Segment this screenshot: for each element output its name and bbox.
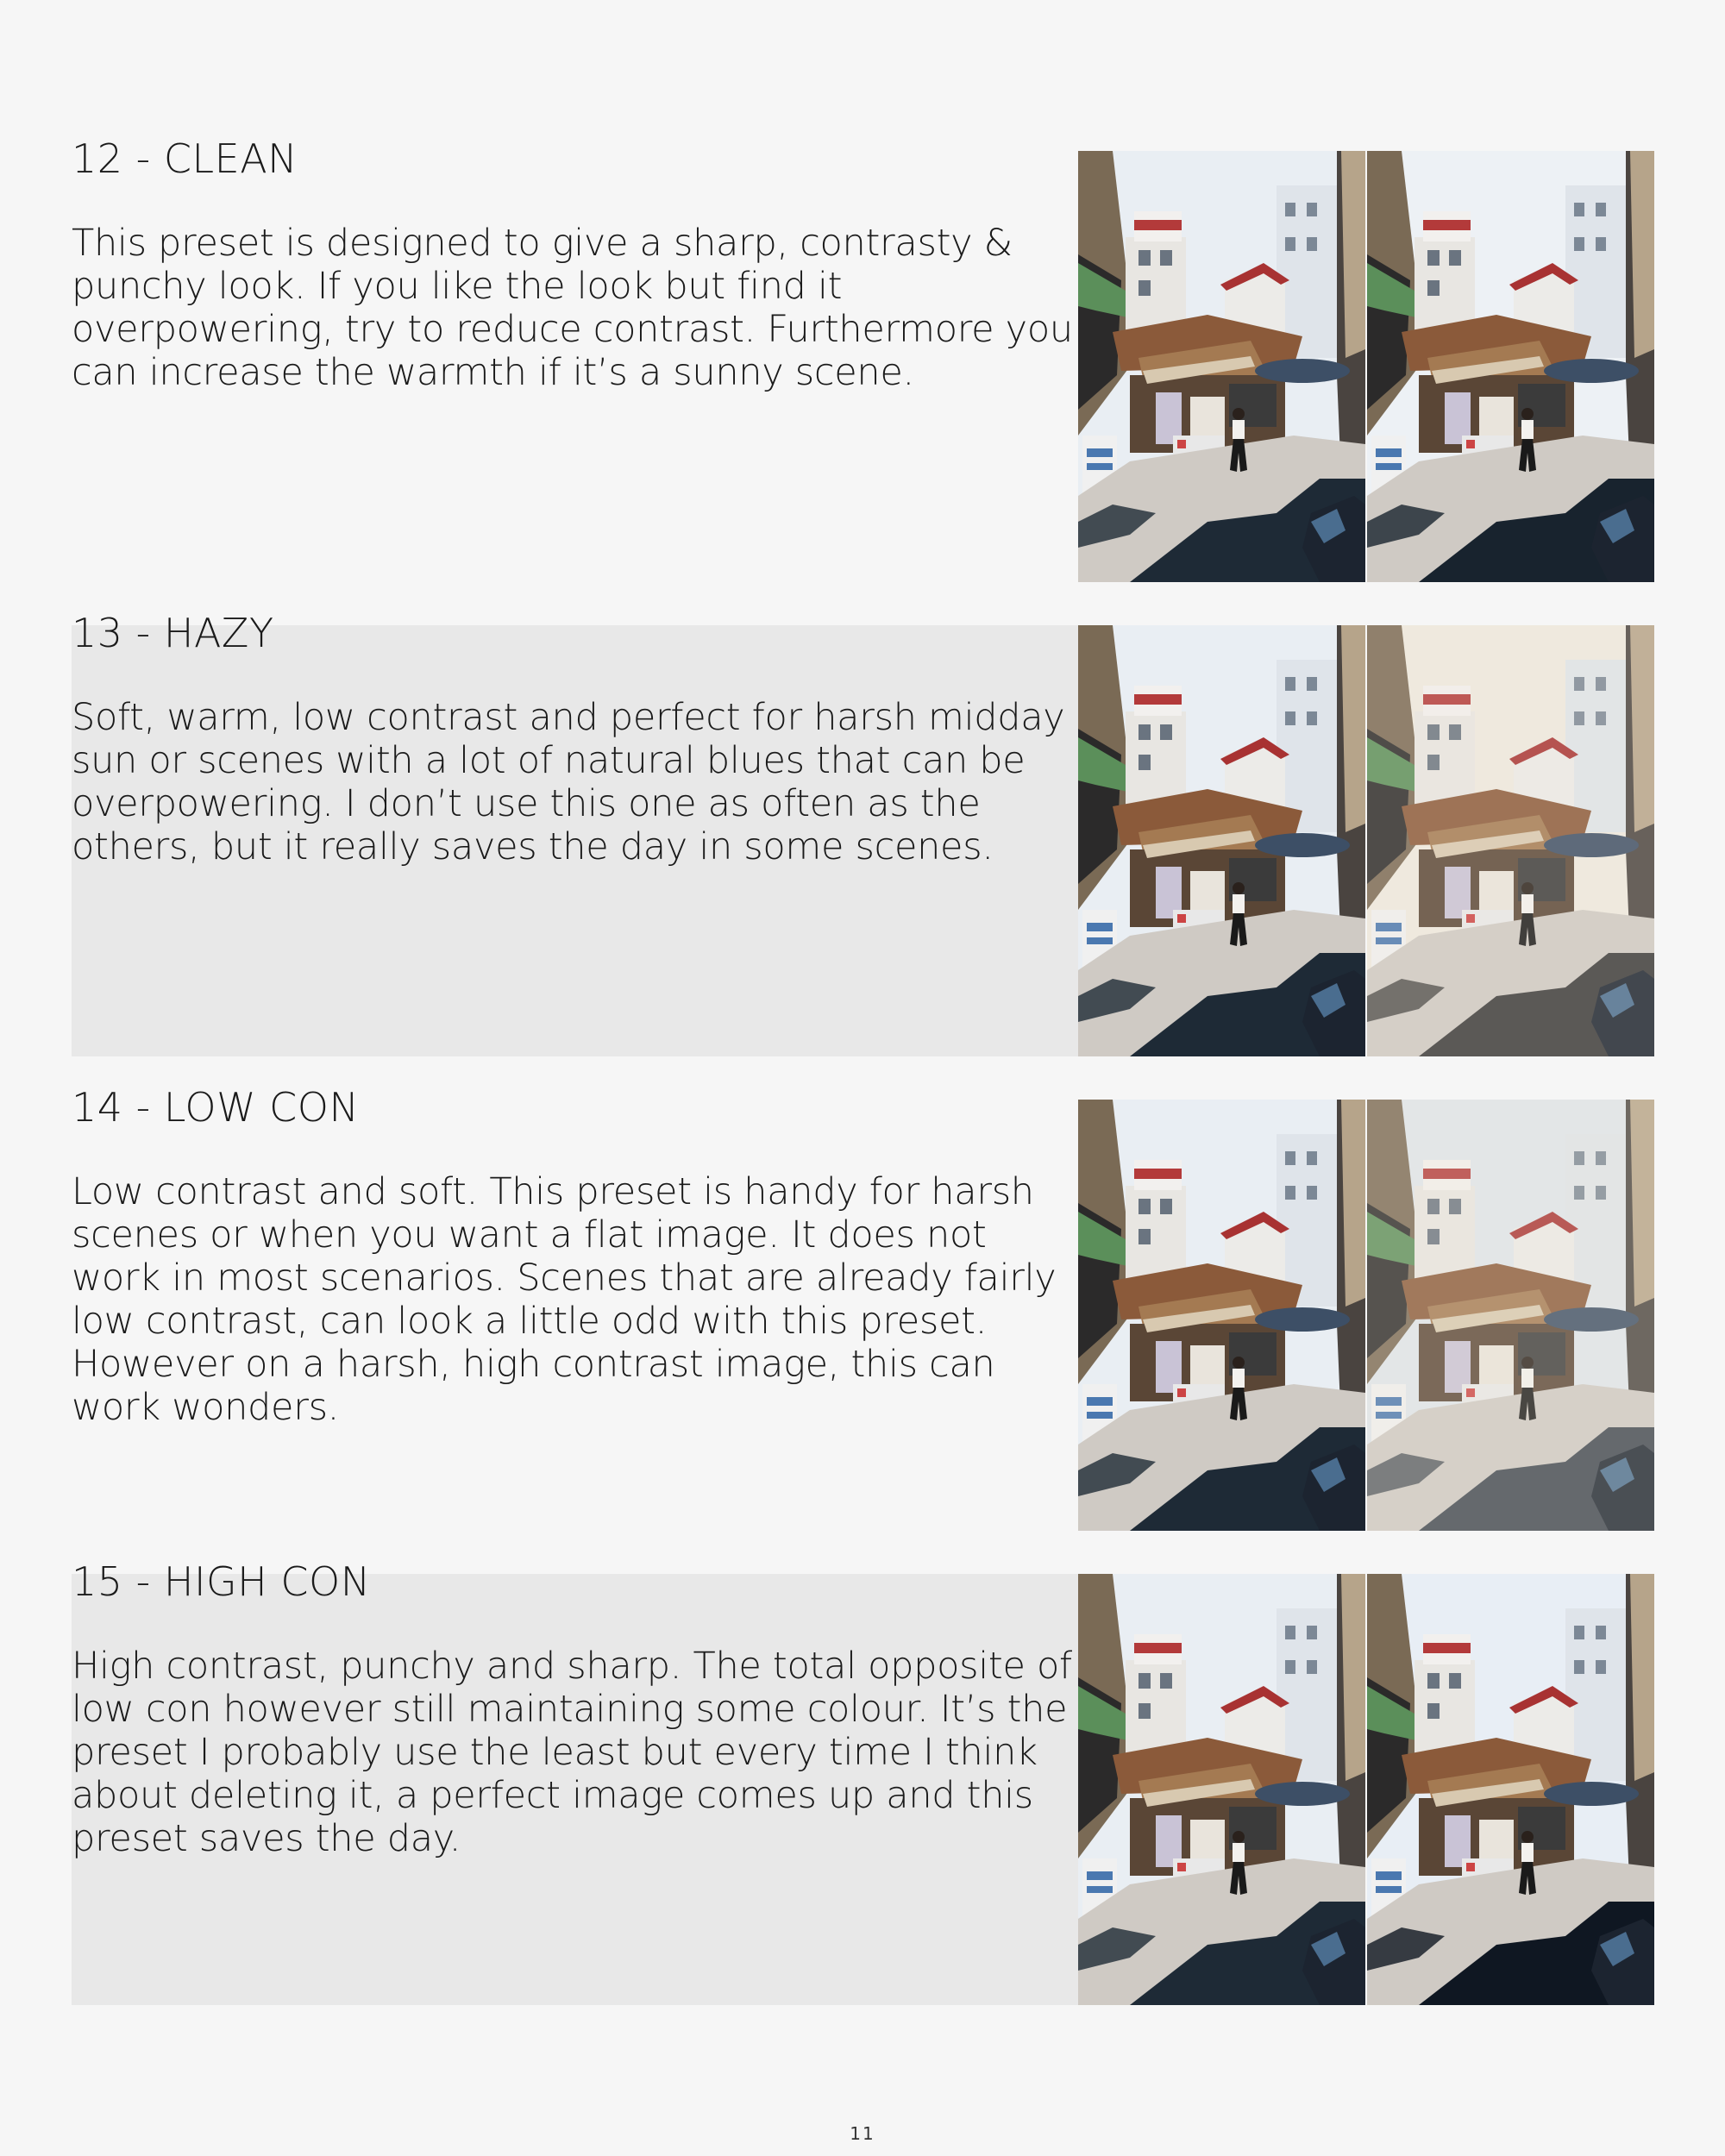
street-scene-illustration	[1078, 625, 1365, 1056]
street-scene-illustration	[1367, 1100, 1654, 1531]
street-scene-illustration	[1078, 151, 1365, 582]
preset-title: 15 - HIGH CON	[72, 1558, 371, 1605]
comparison-photos	[1078, 151, 1654, 582]
before-photo	[1078, 151, 1365, 582]
page-number: 11	[850, 2123, 875, 2144]
before-photo	[1078, 1100, 1365, 1531]
preset-title: 12 - CLEAN	[72, 135, 298, 182]
preset-description: Low contrast and soft. This preset is handy for harsh scenes or when you want a flat image. It does not work in most scenarios. Scenes that are already fairly low contrast, can look a little odd with this preset. However on a harsh, high contrast image, this can work wonders.	[72, 1170, 1057, 1429]
preset-title: 13 - HAZY	[72, 610, 274, 656]
comparison-photos	[1078, 625, 1654, 1056]
street-scene-illustration	[1367, 625, 1654, 1056]
preset-section-clean	[72, 135, 1654, 582]
preset-text-block	[72, 1558, 1078, 2005]
before-photo	[1078, 625, 1365, 1056]
comparison-photos	[1078, 1574, 1654, 2005]
comparison-photos	[1078, 1100, 1654, 1531]
after-photo	[1367, 151, 1654, 582]
preset-description: High contrast, punchy and sharp. The total opposite of low con however still maintaining some colour. It’s the preset I probably use the least but every time I think about deleting it, a perfect image comes up and this preset saves the day.	[72, 1645, 1072, 1860]
preset-title: 14 - LOW CON	[72, 1084, 360, 1131]
preset-description: This preset is designed to give a sharp, contrasty & punchy look. If you like the look but find it overpowering, try to reduce contrast. Furthermore you can increase the warmth if it’s a sunny scene.	[72, 222, 1073, 394]
street-scene-illustration	[1078, 1100, 1365, 1531]
preset-text-block	[72, 610, 1078, 1056]
preset-text-block	[72, 135, 1078, 582]
preset-section-high-con	[72, 1558, 1654, 2005]
after-photo	[1367, 1100, 1654, 1531]
preset-text-block	[72, 1084, 1078, 1531]
street-scene-illustration	[1367, 1574, 1654, 2005]
after-photo	[1367, 1574, 1654, 2005]
after-photo	[1367, 625, 1654, 1056]
preset-description: Soft, warm, low contrast and perfect for harsh midday sun or scenes with a lot of natural blues that can be overpowering. I don’t use this one as often as the others, but it really saves the day in some scenes.	[72, 696, 1065, 868]
preset-section-low-con	[72, 1084, 1654, 1531]
street-scene-illustration	[1367, 151, 1654, 582]
before-photo	[1078, 1574, 1365, 2005]
street-scene-illustration	[1078, 1574, 1365, 2005]
preset-section-hazy	[72, 610, 1654, 1056]
